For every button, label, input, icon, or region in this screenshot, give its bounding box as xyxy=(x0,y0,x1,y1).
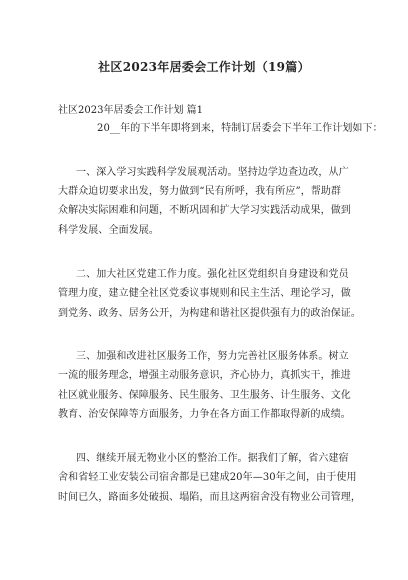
section-heading: 社区2023年居委会工作计划 篇1 xyxy=(58,105,203,116)
paragraph-2-line-1: 二、加大社区党建工作力度。强化社区党组织自身建设和党员 xyxy=(76,269,349,280)
paragraph-4-line-2: 舍和省轻工业安装公司宿舍都是已建成20年—30年之间，由于使用 xyxy=(58,472,357,483)
paragraph-1-line-4: 科学发展、全面发展。 xyxy=(58,225,159,236)
paragraph-3-line-3: 社区就业服务、保障服务、民生服务、卫生服务、计生服务、文化 xyxy=(58,390,351,401)
paragraph-4-line-3: 时间已久，路面多处破损、塌陷，而且这两宿舍没有物业公司管理， xyxy=(58,492,361,503)
paragraph-1-line-1: 一、深入学习实践科学发展观活动。坚持边学边查边改，从广 xyxy=(76,167,349,178)
paragraph-2-line-3: 到党务、政务、居务公开，为构建和谐社区提供强有力的政治保证。 xyxy=(58,308,361,319)
paragraph-4-line-1: 四、继续开展无物业小区的整治工作。据我们了解，省六建宿 xyxy=(76,453,349,464)
paragraph-2-line-2: 管理力度，建立健全社区党委议事规则和民主生活、理论学习，做 xyxy=(58,288,351,299)
paragraph-3-line-1: 三、加强和改进社区服务工作，努力完善社区服务体系。树立 xyxy=(76,351,349,362)
paragraph-intro-line: 20__年的下半年即将到来，特制订居委会下半年工作计划如下： xyxy=(97,123,383,134)
paragraph-1-line-2: 大群众迫切要求出发，努力做到“民有所呼，我有所应”，帮助群 xyxy=(58,186,342,197)
document-title: 社区2023年居委会工作计划（19篇） xyxy=(98,60,310,74)
paragraph-3-line-2: 一流的服务理念，增强主动服务意识，齐心协力，真抓实干，推进 xyxy=(58,370,351,381)
paragraph-1-line-3: 众解决实际困难和问题，不断巩固和扩大学习实践活动成果，做到 xyxy=(58,205,351,216)
paragraph-3-line-4: 教育、治安保障等方面服务，力争在各方面工作都取得新的成绩。 xyxy=(58,409,351,420)
